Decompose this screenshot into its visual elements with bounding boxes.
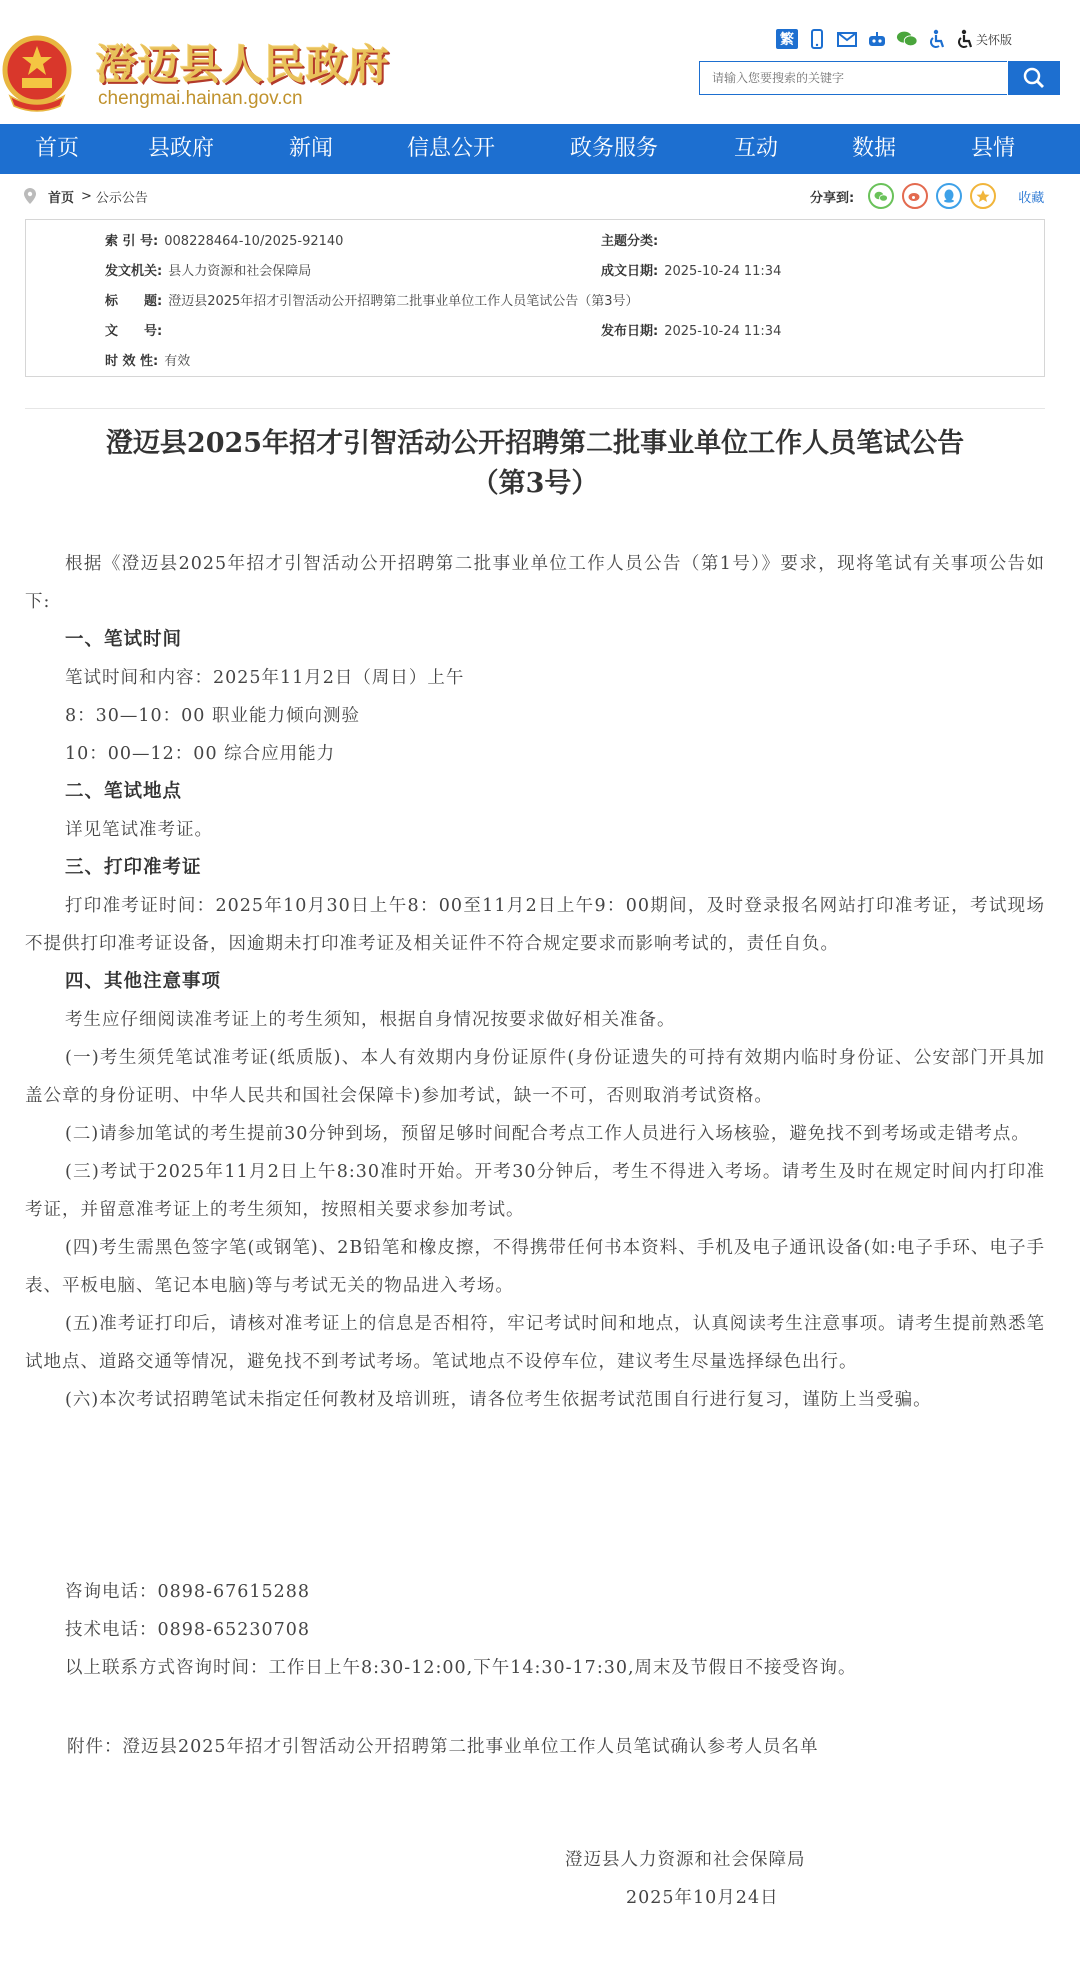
mail-icon[interactable] [836, 28, 858, 50]
article-intro: 根据《澄迈县2025年招才引智活动公开招聘第二批事业单位工作人员公告（第1号）》要求，现将笔试有关事项公告如下: [25, 554, 1045, 612]
main-nav [0, 124, 1080, 174]
location-pin-icon [24, 188, 36, 204]
care-mode-button[interactable] [956, 29, 1012, 49]
top-toolbar [776, 26, 1012, 52]
meta-published-label: 发布日期: [601, 324, 659, 339]
notice-item-5: (五)准考证打印后，请核对准考证上的信息是否相符，牢记考试时间和地点，认真阅读考生注意事项。请考生提前熟悉笔试地点、道路交通等情况，避免找不到考试考场。笔试地点不设停车位，建议考生尽量选择绿色出行。 [25, 1314, 1045, 1372]
section-heading-2: 二、笔试地点 [65, 781, 183, 802]
meta-title [105, 290, 639, 309]
exam-time-slot-1: 8：30—10：00 职业能力倾向测验 [65, 706, 361, 726]
meta-org-label: 发文机关: [105, 264, 163, 279]
meta-index [105, 230, 343, 249]
document-meta-box [25, 219, 1045, 377]
share-qq-icon[interactable] [936, 183, 962, 209]
share-qzone-icon[interactable] [970, 183, 996, 209]
share-label: 分享到: [810, 190, 855, 206]
meta-topic [601, 230, 664, 249]
divider [25, 408, 1045, 409]
share-weibo-icon[interactable] [902, 183, 928, 209]
attachment-link[interactable]: 附件：澄迈县2025年招才引智活动公开招聘第二批事业单位工作人员笔试确认参考人员名单 [67, 1737, 819, 1757]
breadcrumb-separator: > [81, 188, 92, 204]
nav-county-government[interactable]: 县政府 [147, 136, 215, 161]
nav-county-profile[interactable]: 县情 [970, 136, 1016, 161]
consult-hours: 以上联系方式咨询时间：工作日上午8:30-12:00,下午14:30-17:30,周末及节假日不接受咨询。 [65, 1658, 857, 1678]
print-admission-ticket: 打印准考证时间：2025年10月30日上午8：00至11月2日上午9：00期间，及时登录报名网站打印准考证，考试现场不提供打印准考证设备，因逾期未打印准考证及相关证件不符合规定要求而影响考试的，责任自负。 [25, 896, 1045, 954]
meta-index-value: 008228464-10/2025-92140 [164, 234, 344, 249]
search-icon [1023, 67, 1045, 89]
favorite-link[interactable]: 收藏 [1018, 190, 1045, 206]
notice-item-6: (六)本次考试招聘笔试未指定任何教材及培训班，请各位考生依据考试范围自行进行复习，谨防上当受骗。 [65, 1390, 932, 1410]
nav-interaction[interactable]: 互动 [733, 136, 779, 161]
meta-validity [105, 350, 190, 369]
care-mode-label: 关怀版 [976, 32, 1013, 47]
article-body-top [25, 545, 1045, 1419]
breadcrumb-current[interactable]: 公示公告 [95, 190, 148, 206]
meta-docno-label: 文 号: [105, 324, 163, 339]
meta-validity-label: 时 效 性: [105, 354, 159, 369]
nav-government-services[interactable]: 政务服务 [569, 136, 659, 161]
notice-item-4: (四)考生需黑色签字笔(或钢笔)、2B铅笔和橡皮擦，不得携带任何书本资料、手机及电子通讯设备(如:电子手环、电子手表、平板电脑、笔记本电脑)等与考试无关的物品进入考场。 [25, 1238, 1045, 1296]
notice-item-3: (三)考试于2025年11月2日上午8:30准时开始。开考30分钟后，考生不得进入考场。请考生及时在规定时间内打印准考证，并留意准考证上的考生须知，按照相关要求参加考试。 [25, 1162, 1045, 1220]
exam-time-content: 笔试时间和内容：2025年11月2日（周日）上午 [65, 668, 465, 688]
article-title [25, 424, 1045, 504]
notice-item-2: (二)请参加笔试的考生提前30分钟到场，预留足够时间配合考点工作人员进行入场核验，避免找不到考场或走错考点。 [65, 1124, 1030, 1144]
meta-created-label: 成文日期: [601, 264, 659, 279]
meta-validity-value: 有效 [164, 354, 191, 369]
meta-published-value: 2025-10-24 11:34 [664, 324, 782, 339]
exam-location: 详见笔试准考证。 [65, 820, 213, 840]
meta-topic-label: 主题分类: [601, 234, 659, 249]
accessibility-icon[interactable] [926, 28, 948, 50]
nav-news[interactable]: 新闻 [288, 136, 334, 161]
nav-information-disclosure[interactable]: 信息公开 [406, 136, 496, 161]
tech-phone: 技术电话：0898-65230708 [65, 1620, 311, 1640]
meta-title-value: 澄迈县2025年招才引智活动公开招聘第二批事业单位工作人员笔试公告（第3号） [168, 294, 639, 309]
meta-created [601, 260, 781, 279]
meta-org-value: 县人力资源和社会保障局 [168, 264, 312, 279]
nav-home[interactable]: 首页 [34, 136, 80, 161]
site-header [0, 0, 1080, 124]
exam-time-slot-2: 10：00—12：00 综合应用能力 [65, 744, 336, 764]
search-button[interactable] [1008, 61, 1060, 95]
breadcrumb [24, 186, 148, 206]
nav-data[interactable]: 数据 [851, 136, 897, 161]
meta-title-label: 标 题: [105, 294, 163, 309]
meta-docno [105, 320, 168, 339]
site-domain: chengmai.hainan.gov.cn [98, 88, 303, 109]
notice-item-1: (一)考生须凭笔试准考证(纸质版)、本人有效期内身份证原件(身份证遗失的可持有效期内临时身份证、公安部门开具加盖公章的身份证明、中华人民共和国社会保障卡)参加考试，缺一不可，否则取消考试资格。 [25, 1048, 1045, 1106]
care-icon [956, 29, 974, 49]
signature-org: 澄迈县人力资源和社会保障局 [565, 1850, 806, 1870]
meta-org [105, 260, 311, 279]
national-emblem-icon[interactable] [2, 34, 72, 112]
article-title-line1: 澄迈县2025年招才引智活动公开招聘第二批事业单位工作人员笔试公告 [105, 428, 965, 459]
search-input[interactable] [699, 61, 1007, 95]
section-heading-3: 三、打印准考证 [65, 857, 202, 878]
consult-phone: 咨询电话：0898-67615288 [65, 1582, 311, 1602]
notice-intro: 考生应仔细阅读准考证上的考生须知，根据自身情况按要求做好相关准备。 [65, 1010, 676, 1030]
article-title-line2: （第3号） [471, 468, 599, 499]
robot-icon[interactable] [866, 28, 888, 50]
share-wechat-icon[interactable] [868, 183, 894, 209]
mobile-icon[interactable] [806, 28, 828, 50]
meta-index-label: 索 引 号: [105, 234, 159, 249]
section-heading-1: 一、笔试时间 [65, 629, 183, 650]
site-title[interactable]: 澄迈县人民政府 [96, 41, 390, 89]
traditional-chinese-button[interactable]: 繁 [776, 29, 798, 49]
meta-published [601, 320, 781, 339]
section-heading-4: 四、其他注意事项 [65, 971, 222, 992]
share-bar [810, 181, 1044, 211]
signature-date: 2025年10月24日 [626, 1888, 779, 1908]
meta-created-value: 2025-10-24 11:34 [664, 264, 782, 279]
breadcrumb-home[interactable]: 首页 [48, 190, 75, 206]
wechat-icon[interactable] [896, 28, 918, 50]
